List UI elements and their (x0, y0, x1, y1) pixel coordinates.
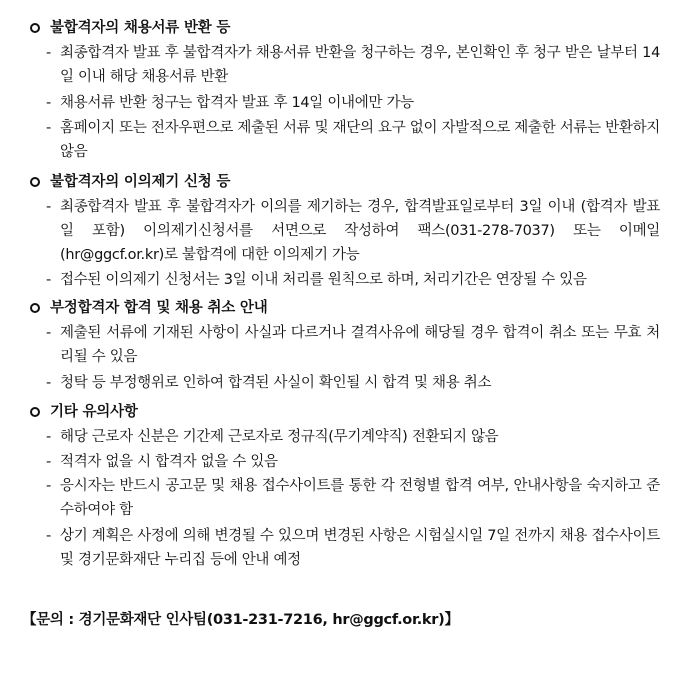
circle-bullet-icon (30, 303, 40, 313)
list-item: - 제출된 서류에 기재된 사항이 사실과 다르거나 결격사유에 해당될 경우 합격이 취소 또는 무효 처리될 수 있음 (60, 321, 660, 369)
circle-bullet-icon (30, 177, 40, 187)
section-heading-fraud-cancellation: 부정합격자 합격 및 채용 취소 안내 (30, 296, 268, 317)
list-item: - 청탁 등 부정행위로 인하여 합격된 사실이 확인될 시 합격 및 채용 취소 (60, 371, 660, 395)
contact-info: 【문의 : 경기문화재단 인사팀(031-231-7216, hr@ggcf.or.kr)】 (22, 612, 459, 628)
list-item: - 채용서류 반환 청구는 합격자 발표 후 14일 이내에만 가능 (60, 91, 660, 115)
list-item: - 최종합격자 발표 후 불합격자가 이의를 제기하는 경우, 합격발표일로부터 3일 이내 (합격자 발표일 포함) 이의제기신청서를 서면으로 작성하여 팩스(031-278-7037) 또는 이메일(hr@ggcf.or.kr)로 불합격에 대한 이의제기 가능 (60, 195, 660, 267)
section-heading-document-return: 불합격자의 채용서류 반환 등 (30, 16, 230, 37)
section-heading-other-notes: 기타 유의사항 (30, 400, 138, 421)
circle-bullet-icon (30, 23, 40, 33)
list-item: - 적격자 없을 시 합격자 없을 수 있음 (60, 450, 660, 474)
section-heading-objection: 불합격자의 이의제기 신청 등 (30, 170, 230, 191)
list-item: - 최종합격자 발표 후 불합격자가 채용서류 반환을 청구하는 경우, 본인확인 후 청구 받은 날부터 14일 이내 해당 채용서류 반환 (60, 41, 660, 89)
circle-bullet-icon (30, 407, 40, 417)
list-item: - 응시자는 반드시 공고문 및 채용 접수사이트를 통한 각 전형별 합격 여부, 안내사항을 숙지하고 준수하여야 함 (60, 474, 660, 522)
list-item: - 상기 계획은 사정에 의해 변경될 수 있으며 변경된 사항은 시험실시일 7일 전까지 채용 접수사이트 및 경기문화재단 누리집 등에 안내 예정 (60, 524, 660, 572)
list-item: - 해당 근로자 신분은 기간제 근로자로 정규직(무기계약직) 전환되지 않음 (60, 425, 660, 449)
list-item: - 접수된 이의제기 신청서는 3일 이내 처리를 원칙으로 하며, 처리기간은 연장될 수 있음 (60, 268, 660, 292)
list-item: - 홈페이지 또는 전자우편으로 제출된 서류 및 재단의 요구 없이 자발적으로 제출한 서류는 반환하지 않음 (60, 116, 660, 164)
